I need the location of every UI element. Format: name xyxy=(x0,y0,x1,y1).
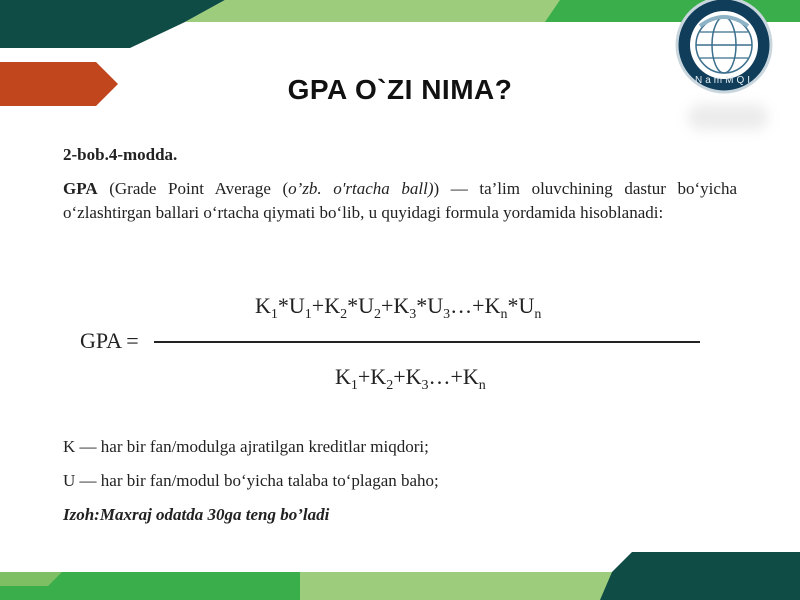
definition-rest: ) — ta’lim oluvchining dastur bo‘yicha o‘zlashtirgan ballari o‘rtacha qiymati bo‘lib, u quyidagi formula yordamida hisoblanadi: xyxy=(63,179,738,222)
formula-lhs: GPA = xyxy=(80,328,139,353)
legend-k: K — har bir fan/modulga ajratilgan kreditlar miqdori; xyxy=(63,437,429,456)
formula-denominator: $K_1+K_2+K_3\dots+K_n$ xyxy=(335,364,486,393)
formula-numerator: $K_1*U_1+K_2*U_2+K_3*U_3\dots+K_n*U_n$ xyxy=(255,293,542,322)
gpa-term: GPA xyxy=(63,179,98,198)
slide-body xyxy=(63,143,737,225)
legend-u: U — har bir fan/modul bo‘yicha talaba to‘plagan baho; xyxy=(63,471,439,490)
logo-shadow xyxy=(688,104,768,130)
gpa-definition xyxy=(63,177,737,225)
note-text: Izoh:Maxraj odatda 30ga teng bo’ladi xyxy=(63,505,330,524)
article-reference: 2-bob.4-modda. xyxy=(63,145,178,164)
definition-paren: (Grade Point Average ( xyxy=(97,179,289,198)
page-title: GPA O`ZI NIMA? xyxy=(287,74,513,105)
definition-gloss: o’zb. o'rtacha ball) xyxy=(288,179,434,198)
logo-ring-text: NamMQI xyxy=(695,75,753,86)
formula-legend xyxy=(63,435,743,537)
fraction-bar xyxy=(154,341,700,343)
gpa-formula xyxy=(80,290,700,400)
